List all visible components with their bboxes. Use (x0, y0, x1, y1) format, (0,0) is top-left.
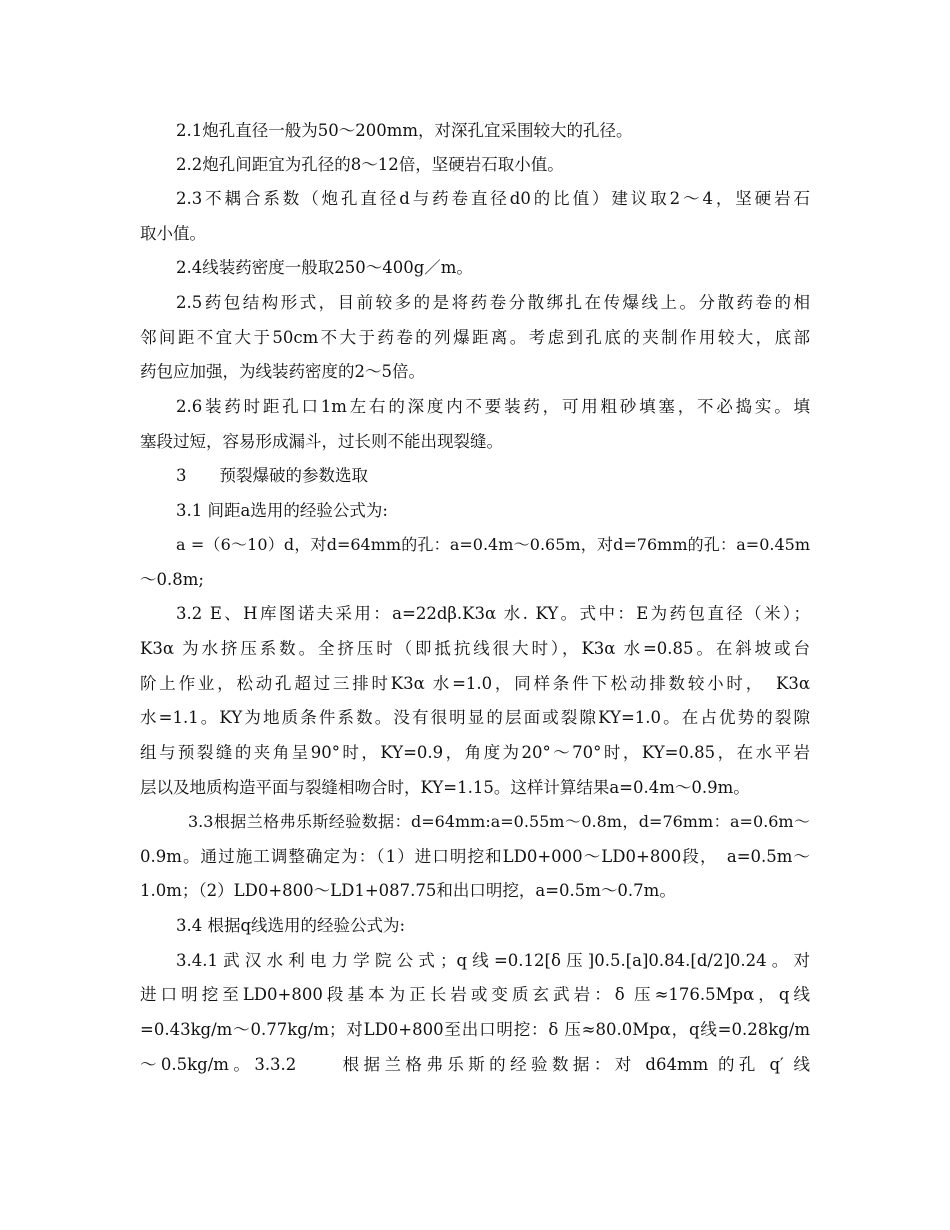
paragraph-line: 1.0m；（2）LD0+800～LD1+087.75和出口明挖，a=0.5m～0.7m。 (140, 881, 676, 900)
paragraph-line: 2.2炮孔间距宜为孔径的8～12倍，坚硬岩石取小值。 (176, 155, 564, 174)
paragraph-line: 0.9m。通过施工调整确定为：（1）进口明挖和LD0+000～LD0+800段， a=0.5m～ (140, 847, 810, 866)
paragraph-line: 邻间距不宜大于50cm不大于药卷的列爆距离。考虑到孔底的夹制作用较大，底部 (140, 328, 810, 347)
paragraph-line: 2.5药包结构形式，目前较多的是将药卷分散绑扎在传爆线上。分散药卷的相 (176, 293, 810, 312)
paragraph-line: 3.4.1武汉水利电力学院公式；q线=0.12[δ压]0.5.[a]0.84.[d/2]0.24。对 (176, 951, 810, 970)
paragraph-line: ～0.8m; (140, 570, 204, 589)
paragraph-line: 3.2 E、H库图诺夫采用：a=22dβ.K3α 水. KY。式中：E为药包直径（米）； (176, 604, 810, 623)
paragraph-line: 2.3不耦合系数（炮孔直径d与药卷直径d0的比值）建议取2～4，坚硬岩石 (176, 189, 810, 208)
paragraph-line: a =（6～10）d，对d=64mm的孔：a=0.4m～0.65m，对d=76mm的孔：a=0.45m (176, 535, 810, 554)
paragraph-line: K3α 为水挤压系数。全挤压时（即抵抗线很大时），K3α 水=0.85。在斜坡或台 (140, 639, 810, 658)
paragraph-line: 2.1炮孔直径一般为50～200mm，对深孔宜采围较大的孔径。 (176, 121, 633, 140)
paragraph-line: 3.4 根据q线选用的经验公式为: (176, 916, 406, 935)
paragraph-line: 2.4线装药密度一般取250～400g／m。 (176, 258, 473, 277)
paragraph-line: 药包应加强，为线装药密度的2～5倍。 (140, 362, 425, 381)
paragraph-line: 3.1 间距a选用的经验公式为: (176, 501, 388, 520)
paragraph-line: ～0.5kg/m。3.3.2 根据兰格弗乐斯的经验数据：对 d64mm 的孔 q′ 线 (140, 1055, 810, 1074)
paragraph-line: 进口明挖至LD0+800段基本为正长岩或变质玄武岩：δ 压≈176.5Mpα，q线 (140, 985, 810, 1004)
paragraph-line: 层以及地质构造平面与裂缝相吻合时，KY=1.15。这样计算结果a=0.4m～0.9m。 (140, 778, 750, 797)
paragraph-line: 取小值。 (140, 224, 206, 243)
paragraph-line: 组与预裂缝的夹角呈90°时，KY=0.9，角度为20°～70°时，KY=0.85，在水平岩 (140, 743, 810, 762)
paragraph-line: 塞段过短，容易形成漏斗，过长则不能出现裂缝。 (140, 432, 503, 451)
paragraph-line: 水=1.1。KY为地质条件系数。没有很明显的层面或裂隙KY=1.0。在占优势的裂隙 (140, 708, 810, 727)
paragraph-line: 阶上作业，松动孔超过三排时K3α 水=1.0，同样条件下松动排数较小时， K3α (140, 674, 810, 693)
section-heading: 3 预裂爆破的参数选取 (176, 466, 368, 485)
paragraph-line: 2.6装药时距孔口1m左右的深度内不要装药，可用粗砂填塞，不必捣实。填 (176, 397, 810, 416)
paragraph-line: 3.3根据兰格弗乐斯经验数据：d=64mm:a=0.55m～0.8m，d=76mm：a=0.6m～ (188, 812, 810, 831)
paragraph-line: =0.43kg/m～0.77kg/m；对LD0+800至出口明挖：δ 压≈80.0Mpα，q线=0.28kg/m (140, 1020, 810, 1039)
